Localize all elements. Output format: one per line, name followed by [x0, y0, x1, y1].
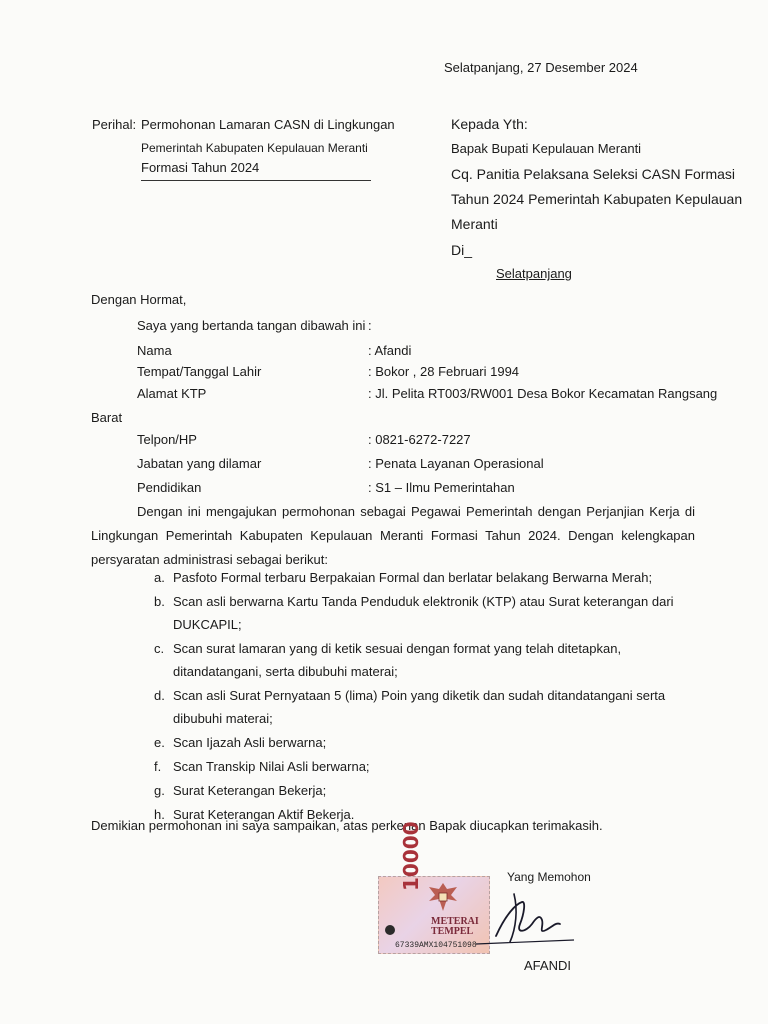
subject-label: Perihal:: [92, 117, 137, 132]
stamp-label-line-2: TEMPEL: [431, 926, 474, 937]
field-value-address: : Jl. Pelita RT003/RW001 Desa Bokor Kecamatan Rangsang: [368, 386, 718, 401]
greeting: Dengan Hormat,: [91, 292, 187, 307]
list-marker: c.: [154, 641, 165, 656]
requirements-list: [154, 566, 699, 827]
field-label-phone: Telpon/HP: [137, 432, 197, 447]
signer-name: AFANDI: [524, 958, 571, 973]
list-item-text: Surat Keterangan Aktif Bekerja.: [173, 807, 355, 822]
list-item: [154, 731, 699, 754]
list-item: [154, 566, 699, 589]
field-label-address: Alamat KTP: [137, 386, 207, 401]
field-label-name: Nama: [137, 343, 172, 358]
handwritten-signature: [466, 884, 576, 954]
recipient-line-3: Cq. Panitia Pelaksana Seleksi CASN Formasi: [451, 166, 736, 182]
list-item-text: Scan Transkip Nilai Asli berwarna;: [173, 759, 370, 774]
list-item-text: Pasfoto Formal terbaru Berpakaian Formal dan berlatar belakang Berwarna Merah;: [173, 570, 653, 585]
recipient-line-5: Meranti: [451, 216, 498, 232]
list-marker: d.: [154, 688, 165, 703]
closing-sentence: Demikian permohonan ini saya sampaikan, atas perkenan Bapak diucapkan terimakasih.: [91, 818, 603, 833]
subject-underline: [141, 180, 371, 181]
recipient-line-6: Di_: [451, 242, 473, 258]
subject-line-1: Permohonan Lamaran CASN di Lingkungan: [141, 117, 395, 132]
list-item: [154, 755, 699, 778]
list-item: [154, 637, 699, 683]
recipient-line-2: Bapak Bupati Kepulauan Meranti: [451, 141, 642, 156]
list-item-text: Scan asli berwarna Kartu Tanda Penduduk elektronik (KTP) atau Surat keterangan dari DUKCAPIL;: [173, 594, 674, 632]
field-label-birth: Tempat/Tanggal Lahir: [137, 364, 262, 379]
stamp-serial: 67339AMX104751098: [395, 941, 477, 950]
garuda-emblem-icon: [425, 881, 461, 918]
signer-title: Yang Memohon: [507, 870, 591, 884]
recipient-line-1: Kepada Yth:: [451, 116, 528, 132]
field-label-intro: Saya yang bertanda tangan dibawah ini: [137, 318, 366, 333]
list-marker: a.: [154, 570, 165, 585]
list-marker: f.: [154, 759, 162, 774]
field-value-intro: :: [368, 318, 372, 333]
subject-line-2: Pemerintah Kabupaten Kepulauan Meranti: [141, 141, 368, 155]
list-marker: b.: [154, 594, 165, 609]
field-value-phone: : 0821-6272-7227: [368, 432, 471, 447]
recipient-line-4: Tahun 2024 Pemerintah Kabupaten Kepulauan: [451, 191, 743, 207]
list-item-text: Scan Ijazah Asli berwarna;: [173, 735, 327, 750]
stamp-denomination: 10000: [399, 821, 423, 891]
list-item-text: Surat Keterangan Bekerja;: [173, 783, 327, 798]
list-item-text: Scan asli Surat Pernyataan 5 (lima) Poin yang diketik dan sudah ditandatangani serta dibubuhi materai;: [173, 688, 666, 726]
intro-paragraph: Dengan ini mengajukan permohonan sebagai Pegawai Pemerintah dengan Perjanjian Kerja di Lingkungan Pemerintah Kabupaten Kepulauan Meranti Formasi Tahun 2024. Dengan kelengkapan persyaratan administrasi sebagai berikut:: [91, 504, 695, 567]
field-label-education: Pendidikan: [137, 480, 202, 495]
field-value-birth: : Bokor , 28 Februari 1994: [368, 364, 520, 379]
list-marker: g.: [154, 783, 165, 798]
list-marker: e.: [154, 735, 165, 750]
field-value-education: : S1 – Ilmu Pemerintahan: [368, 480, 515, 495]
field-value-name: : Afandi: [368, 343, 412, 358]
list-item: [154, 590, 699, 636]
field-label-position: Jabatan yang dilamar: [137, 456, 262, 471]
address-continuation: Barat: [91, 410, 123, 425]
list-item: [154, 684, 699, 730]
field-value-position: : Penata Layanan Operasional: [368, 456, 544, 471]
list-marker: h.: [154, 807, 165, 822]
subject-line-3: Formasi Tahun 2024: [141, 160, 260, 175]
stamp-label-line-1: METERAI: [431, 916, 479, 927]
recipient-city: Selatpanjang: [496, 266, 572, 281]
list-item: [154, 779, 699, 802]
place-date: Selatpanjang, 27 Desember 2024: [444, 60, 638, 75]
stamp-perforation-dot: [385, 925, 395, 935]
list-item-text: Scan surat lamaran yang di ketik sesuai dengan format yang telah ditetapkan, ditandatangani, serta dibubuhi materai;: [173, 641, 622, 679]
